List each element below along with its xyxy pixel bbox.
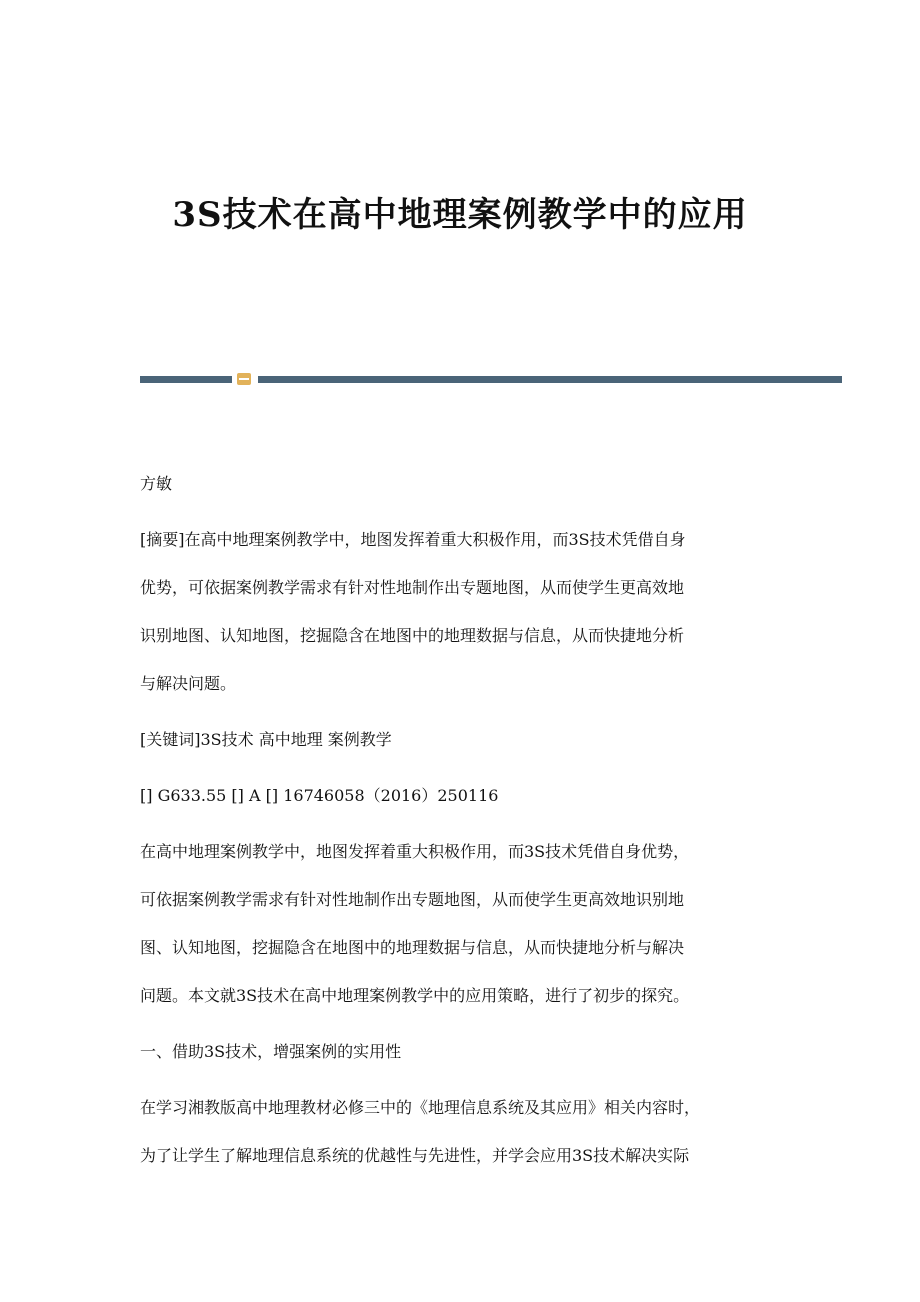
intro-line: 可依据案例教学需求有针对性地制作出专题地图，从而使学生更高效地识别地 [140,890,685,909]
section1-line: 为了让学生了解地理信息系统的优越性与先进性，并学会应用3S技术解决实际 [140,1146,690,1165]
abstract-line: 识别地图、认知地图，挖掘隐含在地图中的地理数据与信息，从而快捷地分析 [140,626,685,645]
keywords: [关键词]3S技术 高中地理 案例教学 [140,730,392,749]
intro-line: 图、认知地图，挖掘隐含在地图中的地理数据与信息，从而快捷地分析与解决 [140,938,685,957]
section-heading: 一、借助3S技术，增强案例的实用性 [140,1042,402,1061]
document-title: 3S技术在高中地理案例教学中的应用 [172,195,748,235]
abstract-line: 与解决问题。 [140,674,237,693]
intro-line: 在高中地理案例教学中，地图发挥着重大积极作用，而3S技术凭借自身优势， [140,842,690,861]
title-divider [140,372,842,386]
divider-bar-left [140,376,232,383]
divider-bar-right [258,376,842,383]
section1-body [140,1084,790,1180]
divider-ornament-icon [237,373,251,385]
abstract-line: [摘要]在高中地理案例教学中，地图发挥着重大积极作用，而3S技术凭借自身 [140,530,686,549]
abstract-line: 优势，可依据案例教学需求有针对性地制作出专题地图，从而使学生更高效地 [140,578,685,597]
author: 方敏 [140,474,173,493]
abstract [140,516,790,708]
classification-codes: [] G633.55 [] A [] 16746058（2016）250116 [140,786,499,805]
intro-line: 问题。本文就3S技术在高中地理案例教学中的应用策略，进行了初步的探究。 [140,986,690,1005]
section1-line: 在学习湘教版高中地理教材必修三中的《地理信息系统及其应用》相关内容时， [140,1098,701,1117]
introduction [140,828,790,1020]
